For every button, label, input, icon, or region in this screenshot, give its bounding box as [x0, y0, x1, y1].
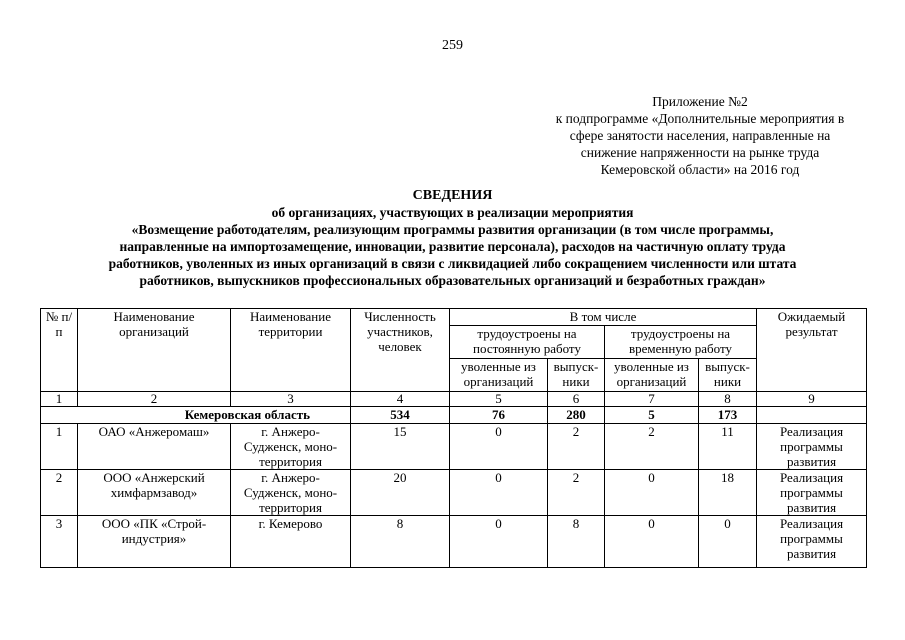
appendix-note: [520, 93, 880, 178]
row-result: Реализация программы развития: [757, 470, 867, 516]
row-org: ООО «ПК «Строй-индустрия»: [78, 516, 231, 568]
column-number: 3: [231, 392, 351, 407]
document-heading: [20, 187, 885, 289]
row-org: ООО «Анжерский химфармзавод»: [78, 470, 231, 516]
heading-line: работников, выпускников профессиональных образовательных организаций и безработных граждан»: [139, 273, 766, 288]
row-perm-graduates: 2: [548, 424, 605, 470]
header-including: В том числе: [450, 309, 757, 326]
appendix-line: снижение напряженности на рынке труда: [580, 145, 820, 160]
row-temp-dismissed: 2: [605, 424, 699, 470]
row-org: ОАО «Анжеромаш»: [78, 424, 231, 470]
document-title: СВЕДЕНИЯ: [412, 188, 493, 203]
header-temp-dismissed: уволенные из организаций: [605, 359, 699, 392]
column-number: 5: [450, 392, 548, 407]
appendix-line: сфере занятости населения, направленные на: [569, 128, 831, 143]
column-number: 7: [605, 392, 699, 407]
region-result: [757, 407, 867, 424]
header-temp-graduates: выпуск-ники: [699, 359, 757, 392]
row-perm-dismissed: 0: [450, 516, 548, 568]
region-perm-graduates: 280: [548, 407, 605, 424]
row-perm-dismissed: 0: [450, 470, 548, 516]
column-number: 9: [757, 392, 867, 407]
heading-line: работников, уволенных из иных организаций в связи с ликвидацией либо сокращением численности или штата: [108, 256, 797, 271]
row-num: 2: [41, 470, 78, 516]
appendix-line: Приложение №2: [652, 94, 748, 109]
header-territory: Наименование территории: [231, 309, 351, 392]
header-perm-graduates: выпуск-ники: [548, 359, 605, 392]
table-row: [41, 470, 867, 516]
header-org: Наименование организаций: [78, 309, 231, 392]
row-territory: г. Анжеро-Судженск, моно-территория: [231, 424, 351, 470]
appendix-line: Кемеровской области» на 2016 год: [600, 162, 800, 177]
row-num: 3: [41, 516, 78, 568]
column-number: 2: [78, 392, 231, 407]
row-temp-graduates: 11: [699, 424, 757, 470]
table-row: [41, 516, 867, 568]
row-participants: 8: [351, 516, 450, 568]
table-row: [41, 424, 867, 470]
column-number: 8: [699, 392, 757, 407]
region-participants: 534: [351, 407, 450, 424]
row-num: 1: [41, 424, 78, 470]
header-permanent: трудоустроены на постоянную работу: [450, 326, 605, 359]
column-number: 4: [351, 392, 450, 407]
row-perm-graduates: 8: [548, 516, 605, 568]
header-expected-result: Ожидаемый результат: [757, 309, 867, 392]
header-num: № п/п: [41, 309, 78, 392]
region-perm-dismissed: 76: [450, 407, 548, 424]
organizations-table: [40, 308, 867, 568]
row-temp-graduates: 0: [699, 516, 757, 568]
region-name: Кемеровская область: [41, 407, 351, 424]
header-participants: Численность участников, человек: [351, 309, 450, 392]
row-perm-dismissed: 0: [450, 424, 548, 470]
row-temp-dismissed: 0: [605, 516, 699, 568]
column-number: 1: [41, 392, 78, 407]
region-temp-dismissed: 5: [605, 407, 699, 424]
header-perm-dismissed: уволенные из организаций: [450, 359, 548, 392]
row-perm-graduates: 2: [548, 470, 605, 516]
page-number: 259: [442, 38, 463, 53]
header-temporary: трудоустроены на временную работу: [605, 326, 757, 359]
row-result: Реализация программы развития: [757, 424, 867, 470]
row-participants: 15: [351, 424, 450, 470]
row-temp-graduates: 18: [699, 470, 757, 516]
heading-line: «Возмещение работодателям, реализующим программы развития организации (в том числе программы,: [131, 222, 774, 237]
row-participants: 20: [351, 470, 450, 516]
row-territory: г. Кемерово: [231, 516, 351, 568]
heading-line: об организациях, участвующих в реализации мероприятия: [271, 205, 634, 220]
region-temp-graduates: 173: [699, 407, 757, 424]
region-total-row: [41, 407, 867, 424]
row-result: Реализация программы развития: [757, 516, 867, 568]
row-temp-dismissed: 0: [605, 470, 699, 516]
column-number: 6: [548, 392, 605, 407]
column-numbers-row: [41, 392, 867, 407]
row-territory: г. Анжеро-Судженск, моно-территория: [231, 470, 351, 516]
heading-line: направленные на импортозамещение, инновации, развитие персонала), расходов на частичную оплату труда: [119, 239, 786, 254]
appendix-line: к подпрограмме «Дополнительные мероприятия в: [555, 111, 845, 126]
